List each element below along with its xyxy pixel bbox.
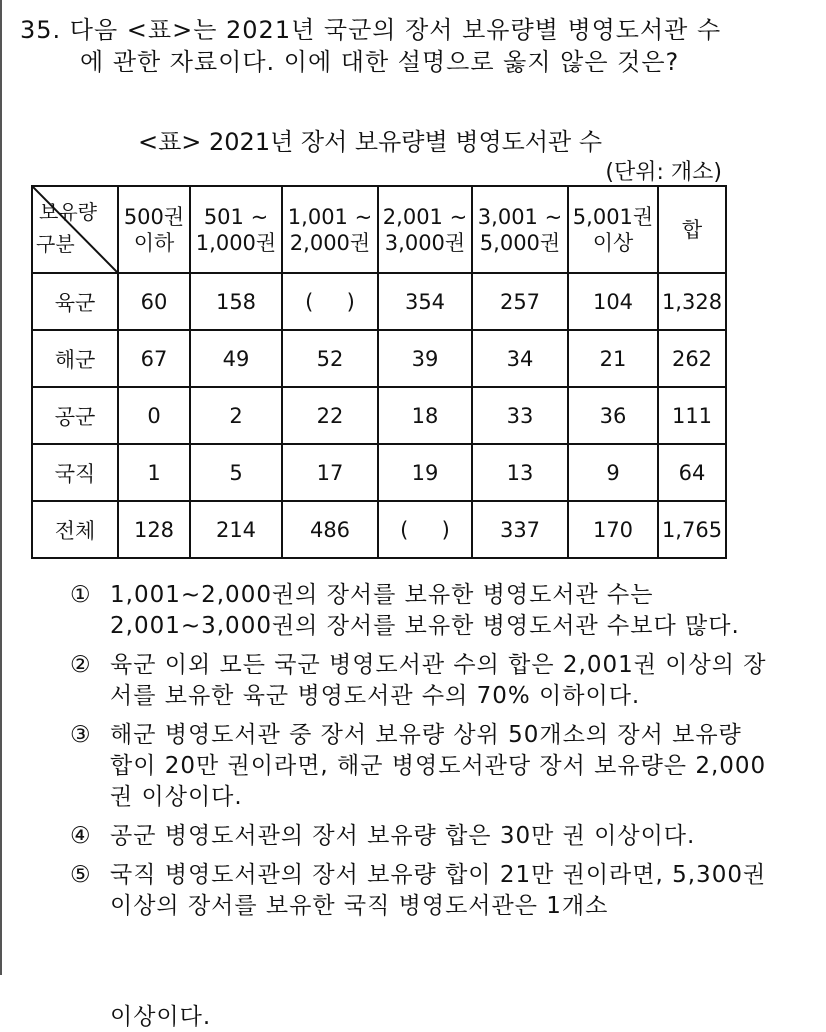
table-cell: 214 <box>190 501 282 558</box>
table-cell: 1,328 <box>658 273 726 330</box>
table-cell: 9 <box>568 444 658 501</box>
table-cell: 67 <box>118 330 190 387</box>
table-cell: 17 <box>282 444 378 501</box>
table-cell: 36 <box>568 387 658 444</box>
table-cell: 39 <box>378 330 472 387</box>
table-cell: ( ) <box>378 501 472 558</box>
choice-5[interactable] <box>70 860 770 922</box>
row-label: 전체 <box>32 501 118 558</box>
table-cell: 60 <box>118 273 190 330</box>
column-header: 501 ~ 1,000권 <box>190 186 282 273</box>
choice-5-continuation: 이상이다. <box>110 1004 212 1030</box>
choice-4[interactable] <box>70 821 770 852</box>
table-cell: 1 <box>118 444 190 501</box>
column-header: 3,001 ~ 5,000권 <box>472 186 568 273</box>
table-header-row <box>32 186 726 273</box>
choice-1[interactable] <box>70 580 770 642</box>
row-label: 해군 <box>32 330 118 387</box>
choice-number: ① <box>70 582 92 608</box>
choice-text: 해군 병영도서관 중 장서 보유량 상위 50개소의 장서 보유량 합이 20만 권이라면, 해군 병영도서관당 장서 보유량은 2,000권 이상이다. <box>110 722 767 810</box>
table-cell: 2 <box>190 387 282 444</box>
table-row <box>32 387 726 444</box>
corner-top-label: 보유량 <box>39 200 97 224</box>
column-header: 1,001 ~ 2,000권 <box>282 186 378 273</box>
table-cell: 128 <box>118 501 190 558</box>
choice-text: 국직 병영도서관의 장서 보유량 합이 21만 권이라면, 5,300권 이상의 장서를 보유한 국직 병영도서관은 1개소 <box>110 862 767 919</box>
table-cell: 22 <box>282 387 378 444</box>
table-cell: 19 <box>378 444 472 501</box>
table-unit: (단위: 개소) <box>605 160 722 185</box>
choice-text: 공군 병영도서관의 장서 보유량 합은 30만 권 이상이다. <box>110 823 696 849</box>
question-line-2: 에 관한 자료이다. 이에 대한 설명으로 옳지 않은 것은? <box>80 48 680 76</box>
column-header: 500권 이하 <box>118 186 190 273</box>
table-cell: 262 <box>658 330 726 387</box>
table-cell: 49 <box>190 330 282 387</box>
table-row <box>32 330 726 387</box>
table-cell: 21 <box>568 330 658 387</box>
table-cell: 13 <box>472 444 568 501</box>
choice-text: 1,001~2,000권의 장서를 보유한 병영도서관 수는 2,001~3,000권의 장서를 보유한 병영도서관 수보다 많다. <box>110 582 740 639</box>
row-label: 국직 <box>32 444 118 501</box>
question-line-1: 35. 다음 <표>는 2021년 국군의 장서 보유량별 병영도서관 수 <box>20 16 722 44</box>
table-row <box>32 501 726 558</box>
choice-number: ④ <box>70 823 92 849</box>
corner-header-cell <box>32 186 118 273</box>
table-cell: 354 <box>378 273 472 330</box>
table-cell: 486 <box>282 501 378 558</box>
question-stem <box>20 14 800 78</box>
table-cell: 64 <box>658 444 726 501</box>
table-cell: 52 <box>282 330 378 387</box>
choice-number: ⑤ <box>70 862 92 888</box>
table-cell: 0 <box>118 387 190 444</box>
row-label: 공군 <box>32 387 118 444</box>
table-cell: 337 <box>472 501 568 558</box>
column-header-total: 합 <box>658 186 726 273</box>
table-cell: 18 <box>378 387 472 444</box>
table-row <box>32 444 726 501</box>
corner-bottom-label: 구분 <box>36 232 75 256</box>
column-header: 5,001권 이상 <box>568 186 658 273</box>
table-cell: 33 <box>472 387 568 444</box>
column-header: 2,001 ~ 3,000권 <box>378 186 472 273</box>
choice-number: ③ <box>70 722 92 748</box>
table-cell: 104 <box>568 273 658 330</box>
table-cell: 170 <box>568 501 658 558</box>
row-label: 육군 <box>32 273 118 330</box>
table-row <box>32 273 726 330</box>
data-table <box>31 185 727 559</box>
answer-choices <box>70 580 770 930</box>
table-cell: 5 <box>190 444 282 501</box>
table-cell: 1,765 <box>658 501 726 558</box>
choice-3[interactable] <box>70 720 770 813</box>
choice-text: 육군 이외 모든 국군 병영도서관 수의 합은 2,001권 이상의 장서를 보유한 육군 병영도서관 수의 70% 이하이다. <box>110 652 767 709</box>
table-cell: 257 <box>472 273 568 330</box>
table-cell: ( ) <box>282 273 378 330</box>
table-cell: 111 <box>658 387 726 444</box>
choice-number: ② <box>70 652 92 678</box>
choice-2[interactable] <box>70 650 770 712</box>
table-cell: 34 <box>472 330 568 387</box>
table-title: <표> 2021년 장서 보유량별 병영도서관 수 <box>137 128 603 156</box>
table-cell: 158 <box>190 273 282 330</box>
